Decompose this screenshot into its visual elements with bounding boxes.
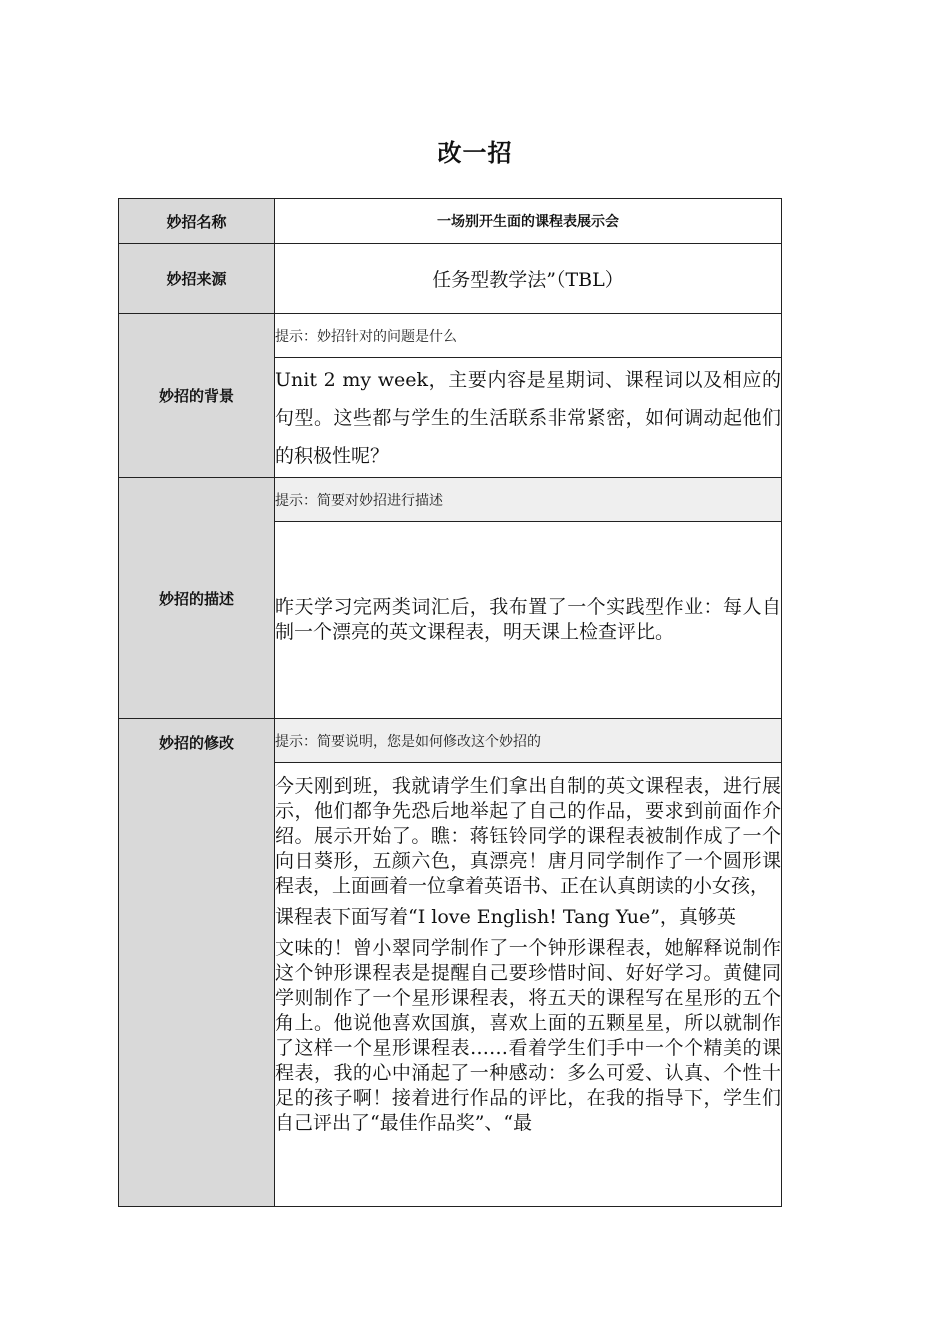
background-hint: 提示：妙招针对的问题是什么 xyxy=(275,314,782,358)
document-title: 改一招 xyxy=(437,139,513,167)
row-method-name xyxy=(119,199,782,244)
row-method-source xyxy=(119,244,782,314)
description-label: 妙招的描述 xyxy=(119,478,275,719)
row-modification-hint xyxy=(119,719,782,763)
modification-paragraph-1: 今天刚到班，我就请学生们拿出自制的英文课程表，进行展示，他们都争先恐后地举起了自己的作品，要求到前面作介绍。展示开始了。瞧：蒋钰铃同学的课程表被制作成了一个向日葵形，五颜六色，真漂亮！唐月同学制作了一个圆形课程表，上面画着一位拿着英语书、正在认真朗读的小女孩， xyxy=(275,775,781,897)
description-text: 昨天学习完两类词汇后，我布置了一个实践型作业：每人自制一个漂亮的英文课程表，明天课上检查评比。 xyxy=(275,522,782,719)
modification-paragraph-3: 文味的！曾小翠同学制作了一个钟形课程表，她解释说制作这个钟形课程表是提醒自己要珍惜时间、好好学习。黄健同学则制作了一个星形课程表，将五天的课程写在星形的五个角上。他说他喜欢国旗，喜欢上面的五颗星星，所以就制作了这样一个星形课程表……看着学生们手中一个个精美的课程表，我的心中涌起了一种感动：多么可爱、认真、个性十足的孩子啊！接着进行作品的评比，在我的指导下，学生们自己评出了“最佳作品奖”、“最 xyxy=(275,937,781,1134)
method-name-value: 一场别开生面的课程表展示会 xyxy=(275,199,782,244)
row-background-hint xyxy=(119,314,782,358)
method-name-label: 妙招名称 xyxy=(119,199,275,244)
modification-label: 妙招的修改 xyxy=(119,719,275,1207)
row-description-hint xyxy=(119,478,782,522)
modification-hint: 提示：简要说明，您是如何修改这个妙招的 xyxy=(275,719,782,763)
background-label: 妙招的背景 xyxy=(119,314,275,478)
modification-text xyxy=(275,774,781,1195)
method-source-label: 妙招来源 xyxy=(119,244,275,314)
method-form-table xyxy=(118,198,782,1207)
method-source-value: 任务型教学法”（TBL） xyxy=(275,244,782,314)
modification-paragraph-2: 课程表下面写着“I love English! Tang Yue”，真够英 xyxy=(275,906,736,928)
modification-text-cell xyxy=(275,763,782,1207)
description-hint: 提示：简要对妙招进行描述 xyxy=(275,478,782,522)
background-text: Unit 2 my week，主要内容是星期词、课程词以及相应的句型。这些都与学生的生活联系非常紧密，如何调动起他们的积极性呢？ xyxy=(275,358,782,478)
